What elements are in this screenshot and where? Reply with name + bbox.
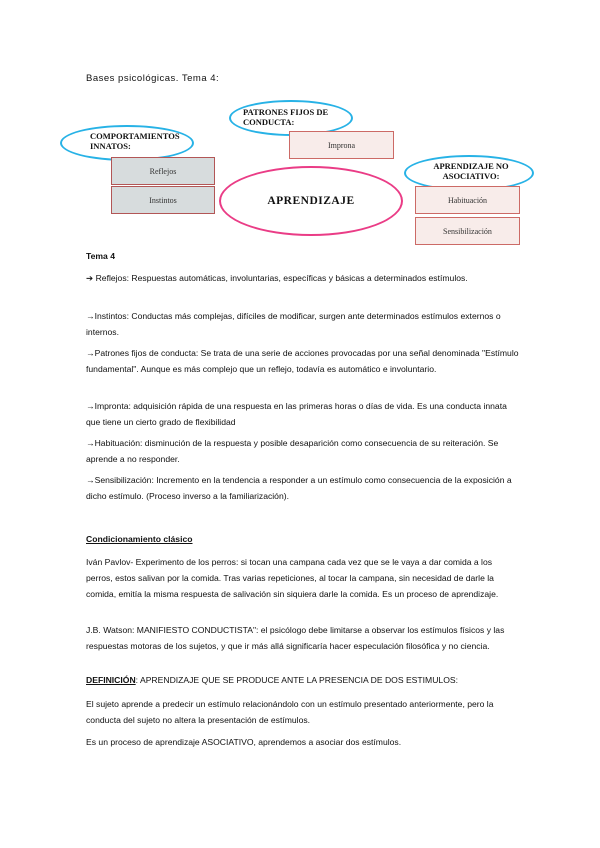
box-sensibilizacion: Sensibilización: [415, 217, 520, 245]
item-impronta: →Impronta: adquisición rápida de una respuesta en las primeras horas o días de vida. Es una conducta innata que tiene un cierto grado de flexibilidad: [86, 401, 507, 427]
item-instintos: →Instintos: Conductas más complejas, difíciles de modificar, surgen ante determinados estímulos externos o internos.: [86, 311, 501, 337]
item-habituacion: →Habituación: disminución de la respuesta y posible desaparición como consecuencia de su reiteración. Se aprende a no responder.: [86, 438, 499, 464]
page-title: Bases psicológicas. Tema 4:: [86, 73, 220, 84]
item-reflejos: ➔ Reflejos: Respuestas automáticas, involuntarias, específicas y básicas a determinados estímulos.: [86, 273, 468, 283]
aprendizaje-center-oval: APRENDIZAJE: [219, 166, 403, 236]
oval-comportamientos-innatos: COMPORTAMIENTOS INNATOS:: [60, 125, 194, 161]
paragraph-watson: J.B. Watson: MANIFIESTO CONDUCTISTA": el psicólogo debe limitarse a observar los estímulos físicos y las respuestas motoras de los sujetos, y que ir más allá significaría hacer especulación filosófica y no ciencia.: [86, 625, 505, 651]
paragraph-asociativo: Es un proceso de aprendizaje ASOCIATIVO, aprendemos a asociar dos estímulos.: [86, 737, 402, 747]
item-sensibilizacion: →Sensibilización: Incremento en la tendencia a responder a un estímulo como consecuencia de la exposición a dicho estímulo. (Proceso inverso a la familiarización).: [86, 475, 512, 501]
section-heading-condicionamiento: Condicionamiento clásico: [86, 534, 193, 544]
oval-patrones-fijos: PATRONES FIJOS DE CONDUCTA:: [229, 100, 353, 136]
paragraph-sujeto: El sujeto aprende a predecir un estímulo relacionándolo con un estímulo presentado anteriormente, pero la conducta del sujeto no altera la presentación de estímulos.: [86, 699, 494, 725]
definicion-label: DEFINICIÓN: [86, 675, 136, 685]
section-heading-tema4: Tema 4: [86, 251, 115, 261]
oval-aprendizaje-no-asociativo: APRENDIZAJE NO ASOCIATIVO:: [404, 155, 534, 191]
box-improna: Improna: [289, 131, 394, 159]
paragraph-pavlov: Iván Pavlov- Experimento de los perros: si tocan una campana cada vez que se le vaya a dar comida a los perros, estos salivan por la comida. Tras varias repeticiones, al tocar la campana, sin necesidad de darle la comida, emitía la misma respuesta de salivación sin siquiera darle la comida. Es un proceso de aprendizaje.: [86, 557, 499, 599]
box-habituacion: Habituación: [415, 186, 520, 214]
box-reflejos: Reflejos: [111, 157, 215, 185]
box-instintos: Instintos: [111, 186, 215, 214]
definicion-line: [86, 672, 521, 688]
item-patrones-fijos: →Patrones fijos de conducta: Se trata de una serie de acciones provocadas por una señal denominada "Estímulo fundamental". Aunque es más complejo que un reflejo, todavía es automático e involuntario.: [86, 348, 519, 374]
definicion-text: : APRENDIZAJE QUE SE PRODUCE ANTE LA PRESENCIA DE DOS ESTIMULOS:: [135, 675, 459, 685]
